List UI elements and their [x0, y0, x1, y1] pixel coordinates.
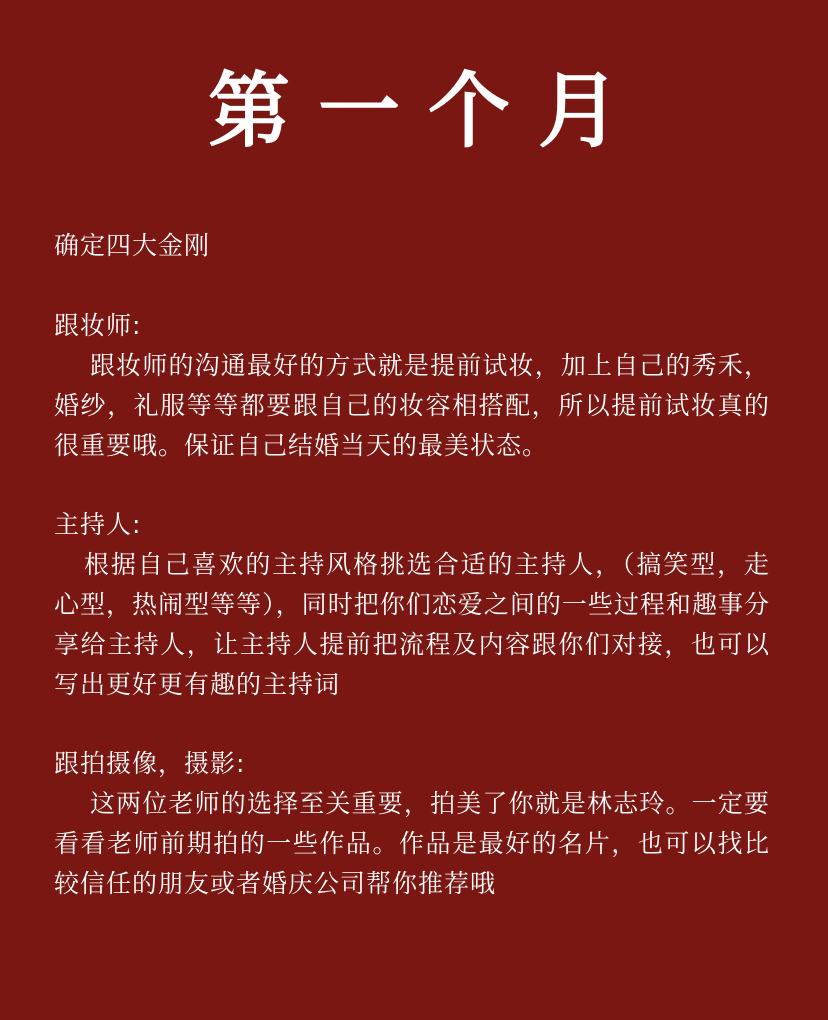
section-body: 跟妆师的沟通最好的方式就是提前试妆，加上自己的秀禾，婚纱，礼服等等都要跟自己的妆容相搭配，所以提前试妆真的很重要哦。保证自己结婚当天的最美状态。: [54, 351, 770, 460]
section-photo-video: [54, 744, 770, 904]
section-host: [54, 505, 770, 705]
section-makeup-artist: [54, 306, 770, 466]
section-heading: 主持人:: [54, 510, 142, 539]
page-title: 第一个月: [207, 64, 648, 159]
section-heading: 跟妆师:: [54, 311, 142, 340]
section-body: 根据自己喜欢的主持风格挑选合适的主持人，（搞笑型，走心型，热闹型等等），同时把你们恋爱之间的一些过程和趣事分享给主持人，让主持人提前把流程及内容跟你们对接，也可以写出更好更有趣的主持词: [54, 550, 770, 699]
section-heading: 跟拍摄像，摄影:: [54, 749, 246, 778]
article-content: [54, 226, 770, 943]
section-body: 这两位老师的选择至关重要，拍美了你就是林志玲。一定要看看老师前期拍的一些作品。作品是最好的名片，也可以找比较信任的朋友或者婚庆公司帮你推荐哦: [54, 789, 770, 898]
intro-line: 确定四大金刚: [54, 231, 211, 260]
